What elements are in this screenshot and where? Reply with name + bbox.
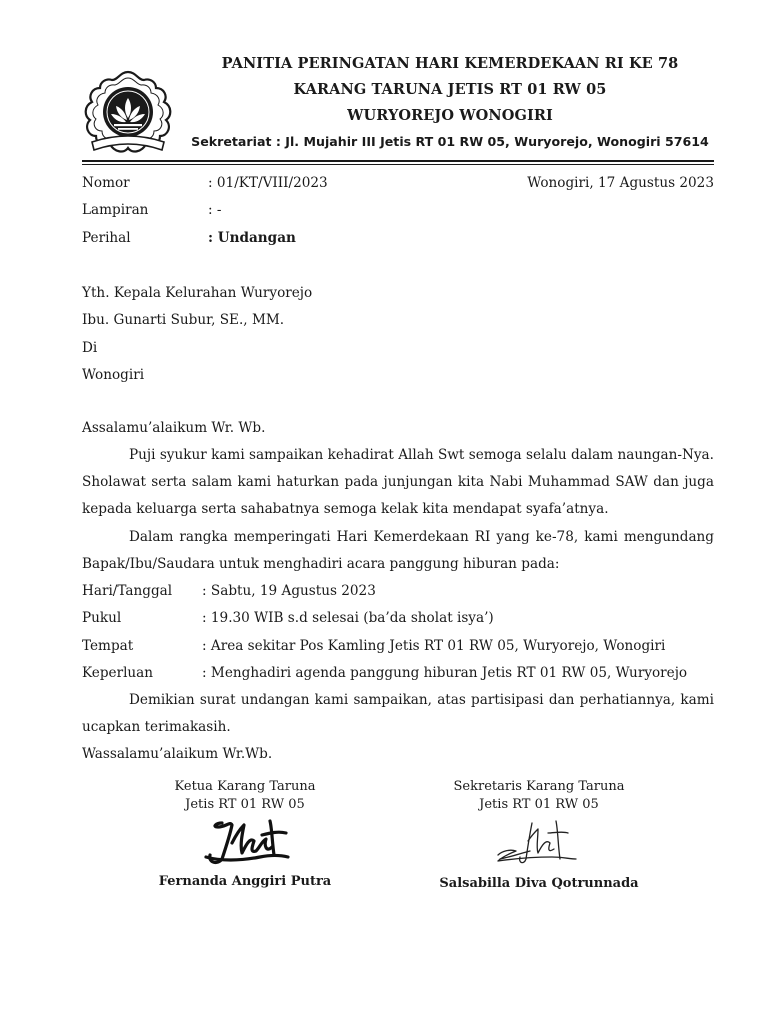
- greeting: Assalamu’alaikum Wr. Wb.: [82, 420, 266, 436]
- letterhead-divider-thin: [82, 164, 714, 165]
- recipient-line3: Di: [82, 340, 98, 356]
- letterhead-line3: WURYOREJO WONOGIRI: [347, 107, 553, 124]
- letter-date: Wonogiri, 17 Agustus 2023: [527, 175, 714, 191]
- detail-value-hari: : Sabtu, 19 Agustus 2023: [202, 583, 376, 599]
- lampiran-label: Lampiran: [82, 202, 149, 218]
- detail-value-keperluan: : Menghadiri agenda panggung hiburan Jetis RT 01 RW 05, Wuryorejo: [202, 665, 688, 681]
- lampiran-value: : -: [208, 202, 222, 218]
- detail-label-pukul: Pukul: [82, 610, 122, 626]
- paragraph2-line2: Bapak/Ibu/Saudara untuk menghadiri acara panggung hiburan pada:: [82, 556, 560, 572]
- detail-value-tempat: : Area sekitar Pos Kamling Jetis RT 01 RW 05, Wuryorejo, Wonogiri: [202, 638, 666, 654]
- detail-label-keperluan: Keperluan: [82, 665, 154, 681]
- detail-label-tempat: Tempat: [82, 638, 134, 654]
- recipient-line4: Wonogiri: [82, 367, 145, 383]
- letterhead-divider-thick: [82, 160, 714, 162]
- perihal-value: : Undangan: [208, 230, 296, 246]
- nomor-value: : 01/KT/VIII/2023: [208, 175, 328, 191]
- paragraph3-line2: ucapkan terimakasih.: [82, 719, 231, 735]
- paragraph1-line3: kepada keluarga serta sahabatnya semoga kelak kita mendapat syafa’atnya.: [82, 501, 609, 517]
- letterhead-line2: KARANG TARUNA JETIS RT 01 RW 05: [293, 81, 607, 98]
- signer-right-title1: Sekretaris Karang Taruna: [453, 779, 625, 794]
- recipient-line1: Yth. Kepala Kelurahan Wuryorejo: [82, 285, 313, 301]
- signer-right-title2: Jetis RT 01 RW 05: [479, 797, 599, 812]
- detail-value-pukul: : 19.30 WIB s.d selesai (ba’da sholat isya’): [202, 610, 494, 626]
- nomor-label: Nomor: [82, 175, 130, 191]
- letterhead-line1: PANITIA PERINGATAN HARI KEMERDEKAAN RI KE 78: [221, 55, 679, 72]
- signer-left-title2: Jetis RT 01 RW 05: [185, 797, 305, 812]
- paragraph1-line2: Sholawat serta salam kami haturkan pada junjungan kita Nabi Muhammad SAW dan juga: [82, 474, 714, 490]
- closing: Wassalamu’alaikum Wr.Wb.: [82, 746, 273, 762]
- signer-right-name: Salsabilla Diva Qotrunnada: [439, 876, 639, 891]
- letterhead-address: Sekretariat : Jl. Mujahir III Jetis RT 01 RW 05, Wuryorejo, Wonogiri 57614: [191, 134, 709, 149]
- detail-label-hari: Hari/Tanggal: [82, 583, 173, 599]
- signature-left-icon: [200, 815, 295, 867]
- signer-left-name: Fernanda Anggiri Putra: [158, 874, 332, 889]
- paragraph1-line1: Puji syukur kami sampaikan kehadirat Allah Swt semoga selalu dalam naungan-Nya.: [129, 447, 714, 463]
- recipient-line2: Ibu. Gunarti Subur, SE., MM.: [82, 312, 285, 328]
- perihal-label: Perihal: [82, 230, 131, 246]
- signature-right-icon: [492, 815, 582, 870]
- paragraph3-line1: Demikian surat undangan kami sampaikan, atas partisipasi dan perhatiannya, kami: [129, 692, 714, 708]
- paragraph2-line1: Dalam rangka memperingati Hari Kemerdekaan RI yang ke-78, kami mengundang: [129, 529, 714, 545]
- signer-left-title1: Ketua Karang Taruna: [174, 779, 316, 794]
